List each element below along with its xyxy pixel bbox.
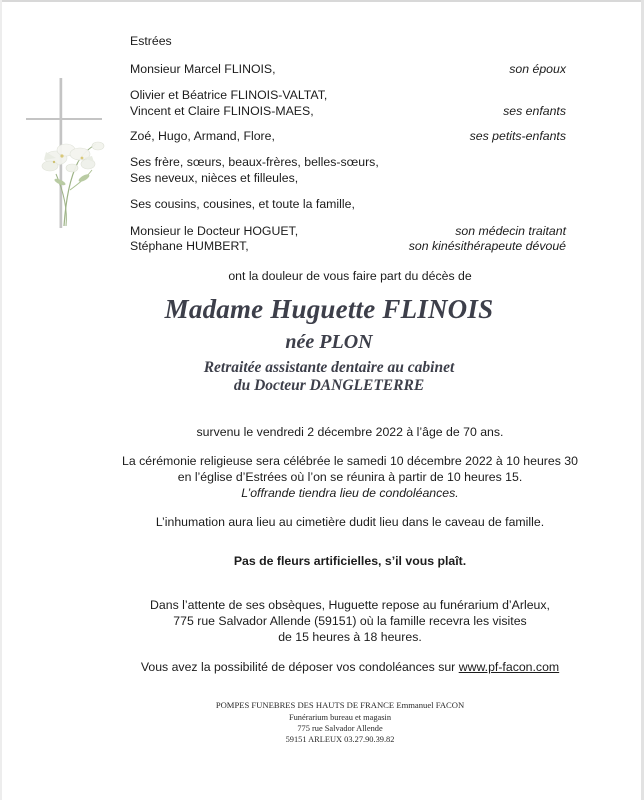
grandchildren-names: Zoé, Hugo, Armand, Flore, <box>130 129 275 143</box>
footer-line-3: 775 rue Salvador Allende <box>297 724 383 733</box>
children-line-2: Vincent et Claire FLINOIS-MAES, <box>130 104 314 118</box>
footer-line-4: 59151 ARLEUX 03.27.90.39.82 <box>285 735 395 744</box>
condolences-text: Vous avez la possibilité de déposer vos condoléances sur <box>140 660 459 674</box>
footer-line-2: Funérarium bureau et magasin <box>288 713 392 722</box>
spouse-relation: son époux <box>509 62 566 76</box>
death-date-text: survenu le vendredi 2 décembre 2022 à l’âge de 70 ans. <box>196 425 504 439</box>
ceremony-line-2: en l’église d’Estrées où l’on se réunira à partir de 10 heures 15. <box>177 470 523 484</box>
deceased-name: Madame Huguette FLINOIS <box>164 294 494 324</box>
birth-name: née PLON <box>285 331 373 353</box>
announcement-text: ont la douleur de vous faire part du décès de <box>228 269 472 283</box>
flowers-notice: Pas de fleurs artificielles, s’il vous plaît. <box>233 554 467 568</box>
doctor-relation: son médecin traitant <box>455 224 566 238</box>
children-relation: ses enfants <box>503 104 566 118</box>
doctor-name: Monsieur le Docteur HOGUET, <box>130 224 299 238</box>
physio-relation: son kinésithérapeute dévoué <box>408 239 566 253</box>
burial-text: L’inhumation aura lieu au cimetière dudit lieu dans le caveau de famille. <box>155 515 545 529</box>
rest-line-3: de 15 heures à 18 heures. <box>278 630 422 644</box>
ceremony-line-3: L’offrande tiendra lieu de condoléances. <box>241 486 459 500</box>
occupation-line-2: du Docteur DANGLETERRE <box>233 377 425 394</box>
spouse-name: Monsieur Marcel FLINOIS, <box>130 62 276 76</box>
cross-with-lily-flowers-icon <box>26 78 116 228</box>
footer-company: POMPES FUNEBRES DES HAUTS DE FRANCE Emmanuel FACON <box>215 700 465 710</box>
ceremony-line-1: La cérémonie religieuse sera célébrée le samedi 10 décembre 2022 à 10 heures 30 <box>122 454 578 468</box>
siblings-line-2: Ses neveux, nièces et filleules, <box>130 171 299 185</box>
grandchildren-relation: ses petits-enfants <box>469 129 566 143</box>
siblings-line-1: Ses frère, sœurs, beaux-frères, belles-sœurs, <box>130 155 379 169</box>
children-line-1: Olivier et Béatrice FLINOIS-VALTAT, <box>130 88 328 102</box>
cousins-line: Ses cousins, cousines, et toute la famille, <box>130 197 355 211</box>
condolences-link[interactable]: www.pf-facon.com <box>458 660 560 674</box>
condolences-line <box>56 659 644 675</box>
rest-line-1: Dans l’attente de ses obsèques, Huguette repose au funérarium d’Arleux, <box>150 598 550 612</box>
occupation-line-1: Retraitée assistante dentaire au cabinet <box>203 359 455 376</box>
scan-edge-top <box>0 0 644 2</box>
physio-name: Stéphane HUMBERT, <box>130 239 249 253</box>
place-name: Estrées <box>130 34 172 48</box>
scan-edge-left <box>0 0 2 800</box>
rest-line-2: 775 rue Salvador Allende (59151) où la famille recevra les visites <box>173 614 527 628</box>
